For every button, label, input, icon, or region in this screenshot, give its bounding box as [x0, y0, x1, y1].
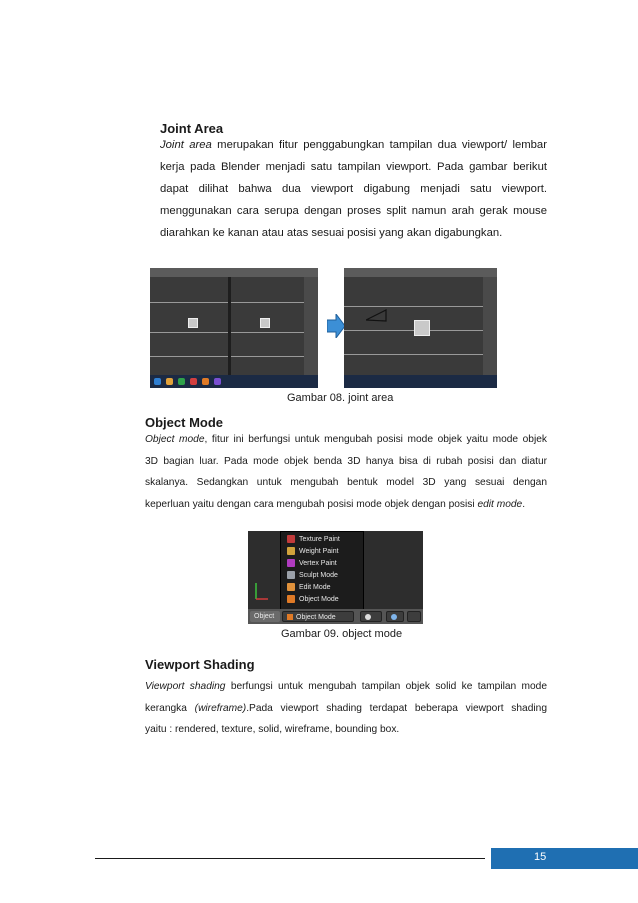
pivot-icon [391, 614, 397, 620]
menu-item-sculpt-mode[interactable]: Sculpt Mode [287, 570, 338, 582]
figure-caption: Gambar 08. joint area [287, 392, 394, 404]
grid-line [150, 356, 318, 357]
taskbar-icon [202, 378, 209, 385]
joint-area-heading: Joint Area [160, 121, 224, 136]
cube-object [188, 318, 198, 328]
grid-line [344, 306, 497, 307]
manipulator-button[interactable] [407, 611, 421, 622]
grid-line [150, 332, 318, 333]
blender-header-bar [150, 268, 318, 277]
footer-rule [95, 858, 485, 859]
cube-object [260, 318, 270, 328]
paragraph-line: Viewport shading berfungsi untuk mengubah tampilan objek solid ke tampilan mode [145, 681, 548, 692]
viewport-divider [228, 277, 231, 375]
windows-taskbar [344, 375, 497, 388]
page-number: 15 [534, 851, 547, 863]
menu-item-object-mode[interactable]: Object Mode [287, 594, 339, 606]
paragraph-line: keperluan yaitu dengan cara mengubah posisi mode objek dengan posisi edit mode. [145, 498, 526, 510]
mode-dropdown-menu [280, 531, 364, 611]
menu-item-edit-mode[interactable]: Edit Mode [287, 582, 331, 594]
camera-object-icon [366, 308, 388, 322]
paragraph-line: Object mode, fitur ini berfungsi untuk mengubah posisi mode objek yaitu mode objek [145, 434, 547, 445]
paragraph-line: yaitu : rendered, texture, solid, wireframe, bounding box. [145, 724, 400, 735]
sculpt-brush-icon [287, 571, 295, 579]
pivot-point-button[interactable] [386, 611, 404, 622]
taskbar-icon [190, 378, 197, 385]
texture-paint-icon [287, 535, 295, 543]
joined-viewport-screenshot [344, 268, 497, 388]
paragraph-line: skalanya. Sedangkan untuk mengubah bentuk model 3D yang sesuai dengan [145, 477, 547, 488]
figure-caption: Gambar 09. object mode [281, 628, 403, 640]
menu-item-texture-paint[interactable]: Texture Paint [287, 534, 340, 546]
mode-selector-dropdown[interactable]: Object Mode [282, 611, 354, 622]
object-mode-icon [287, 595, 295, 603]
object-mode-heading: Object Mode [145, 415, 224, 430]
object-mode-icon [287, 614, 293, 620]
split-viewport-screenshot [150, 268, 318, 388]
solid-sphere-icon [365, 614, 371, 620]
object-mode-menu-screenshot [248, 531, 423, 624]
taskbar-icon [166, 378, 173, 385]
taskbar-icon [214, 378, 221, 385]
viewport-shading-heading: Viewport Shading [145, 657, 255, 672]
object-mode-paragraph [145, 429, 547, 515]
object-menu-button[interactable]: Object [250, 611, 280, 622]
axis-gizmo-icon [252, 579, 270, 603]
cube-object [414, 320, 430, 336]
paragraph-line: 3D bagian luar. Pada mode objek benda 3D hanya bisa di rubah posisi dan diatur [145, 455, 547, 467]
paragraph-line: dapat dilihat bahwa dua viewport digabung menjadi satu viewport. [160, 183, 547, 195]
viewport-shading-button[interactable] [360, 611, 382, 622]
page-number-tab [491, 848, 638, 869]
weight-paint-icon [287, 547, 295, 555]
taskbar-icon [154, 378, 161, 385]
paragraph-line: Joint area merupakan fitur penggabungkan tampilan dua viewport/ lembar [160, 139, 547, 151]
menu-item-weight-paint[interactable]: Weight Paint [287, 546, 339, 558]
right-arrow-icon [327, 314, 345, 338]
menu-item-vertex-paint[interactable]: Vertex Paint [287, 558, 337, 570]
properties-panel [483, 277, 497, 375]
paragraph-line: diarahkan ke kanan atau atas sesuai posisi yang akan digabungkan. [160, 227, 503, 239]
viewport-header-bar [248, 609, 423, 624]
grid-line [150, 302, 318, 303]
edit-mode-icon [287, 583, 295, 591]
paragraph-line: menggunakan cara serupa dengan proses split namun arah gerak mouse [160, 205, 547, 217]
joint-area-paragraph [160, 134, 547, 244]
grid-line [344, 354, 497, 355]
windows-taskbar [150, 375, 318, 388]
vertex-paint-icon [287, 559, 295, 567]
paragraph-line: kerja pada Blender menjadi satu tampilan viewport. Pada gambar berikut [160, 161, 547, 173]
properties-panel [304, 277, 318, 375]
blender-header-bar [344, 268, 497, 277]
paragraph-line: kerangka (wireframe).Pada viewport shading terdapat beberapa viewport shading [145, 702, 547, 714]
taskbar-icon [178, 378, 185, 385]
viewport-shading-paragraph [145, 676, 547, 741]
